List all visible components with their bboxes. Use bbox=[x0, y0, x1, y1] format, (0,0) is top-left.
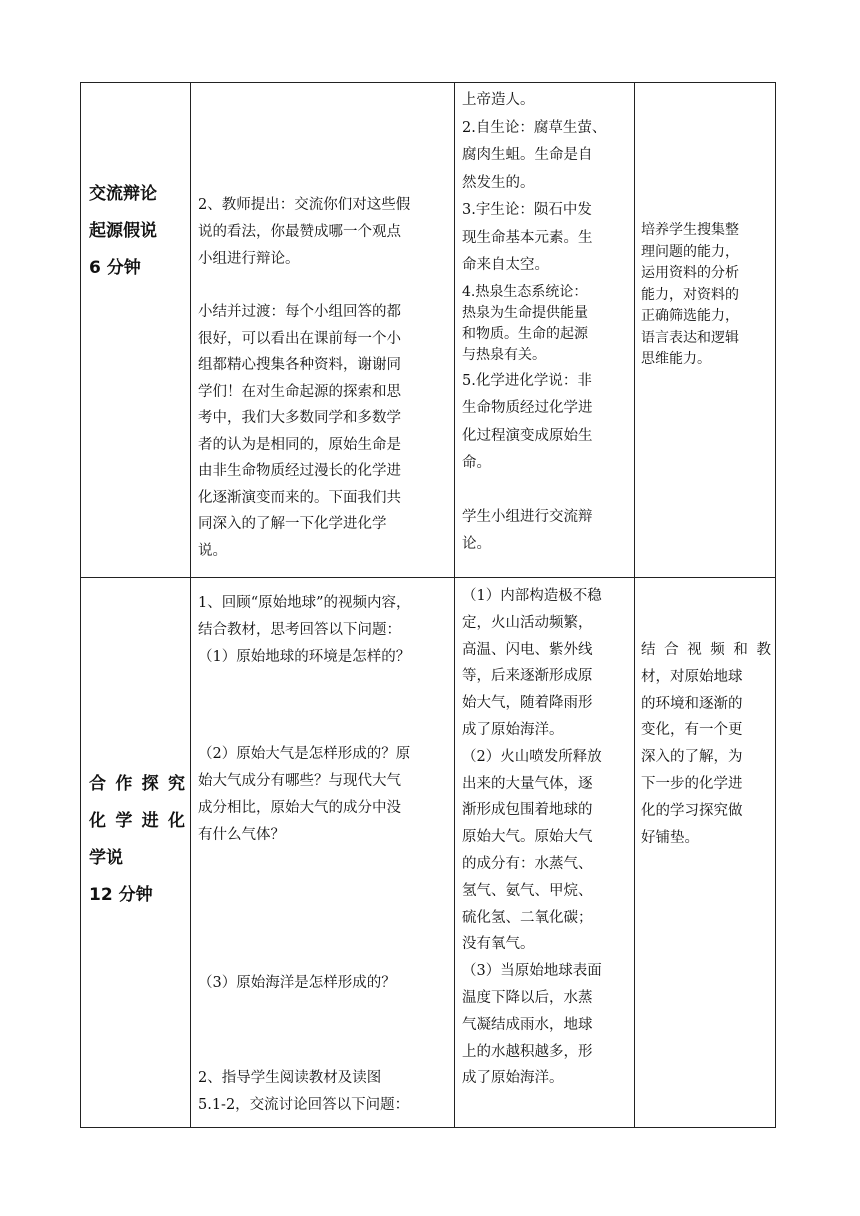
column-divider bbox=[190, 83, 191, 1127]
lesson-table bbox=[80, 82, 776, 1128]
design-intent-exploration: 结合视频和教 材，对原始地球 的环境和逐渐的 变化，有一个更 深入的了解，为 下一步的化学进 化的学习探究做 好铺垫。 bbox=[641, 642, 771, 846]
design-intent-debate: 培养学生搜集整 理问题的能力， 运用资料的分析 能力，对资料的 正确筛选能力， 语言表达和逻辑 思维能力。 bbox=[641, 222, 739, 367]
student-activity-exploration: （1）内部构造极不稳 定，火山活动频繁， 高温、闪电、紫外线 等，后来逐渐形成原 始大气，随着降雨形 成了原始海洋。 （2）火山喷发所释放 出来的大量气体，逐 渐形成包围着地球的 原始大气。原始大气 的成分有：水蒸气、 氢气、氨气、甲烷、 硫化氢、二氧化碳； 没有氧气。 （3）当原始地球表面 温度下降以后，水蒸 气凝结成雨水，地球 上的水越积越多，形 成了原始海洋。 bbox=[462, 588, 602, 1087]
row-divider bbox=[81, 577, 775, 578]
column-divider bbox=[634, 83, 635, 1127]
teacher-activity-debate: 2、教师提出：交流你们对这些假 说的看法，你最赞成哪一个观点 小组进行辩论。 小结并过渡：每个小组回答的都 很好，可以看出在课前每一个小 组都精心搜集各种资料，谢谢同 学们！在对生命起源的探索和思 考中，我们大多数同学和多数学 者的认为是相同的，原始生命是 由非生命物质经过漫长的化学进 化逐渐演变而来的。下面我们共 同深入的了解一下化学进化学 说。 bbox=[198, 197, 411, 559]
teacher-activity-exploration: 1、回顾“原始地球”的视频内容， 结合教材，思考回答以下问题： （1）原始地球的环境是怎样的？ （2）原始大气是怎样形成的？原 始大气成分有哪些？与现代大气 成分相比，原始大气的成分中没 有什么气体？ （3）原始海洋是怎样形成的？ 2、指导学生阅读教材及读图 5.1-2，交流讨论回答以下问题： bbox=[198, 595, 411, 1113]
column-divider bbox=[454, 83, 455, 1127]
student-activity-debate: 上帝造人。 2.自生论：腐草生萤、 腐肉生蛆。生命是自 然发生的。 3.宇生论：陨石中发 现生命基本元素。生 命来自太空。 4.热泉生态系统论： 热泉为生命提供能量 和物质。生命的起源 与热泉有关。 5.化学进化学说：非 生命物质经过化学进 化过程演变成原始生 命。 学生小组进行交流辩 论。 bbox=[462, 92, 607, 552]
section-title-exploration: 合作探究 化学进化 学说 12 分钟 bbox=[89, 774, 185, 905]
section-title-debate: 交流辩论 起源假说 6 分钟 bbox=[89, 184, 157, 278]
